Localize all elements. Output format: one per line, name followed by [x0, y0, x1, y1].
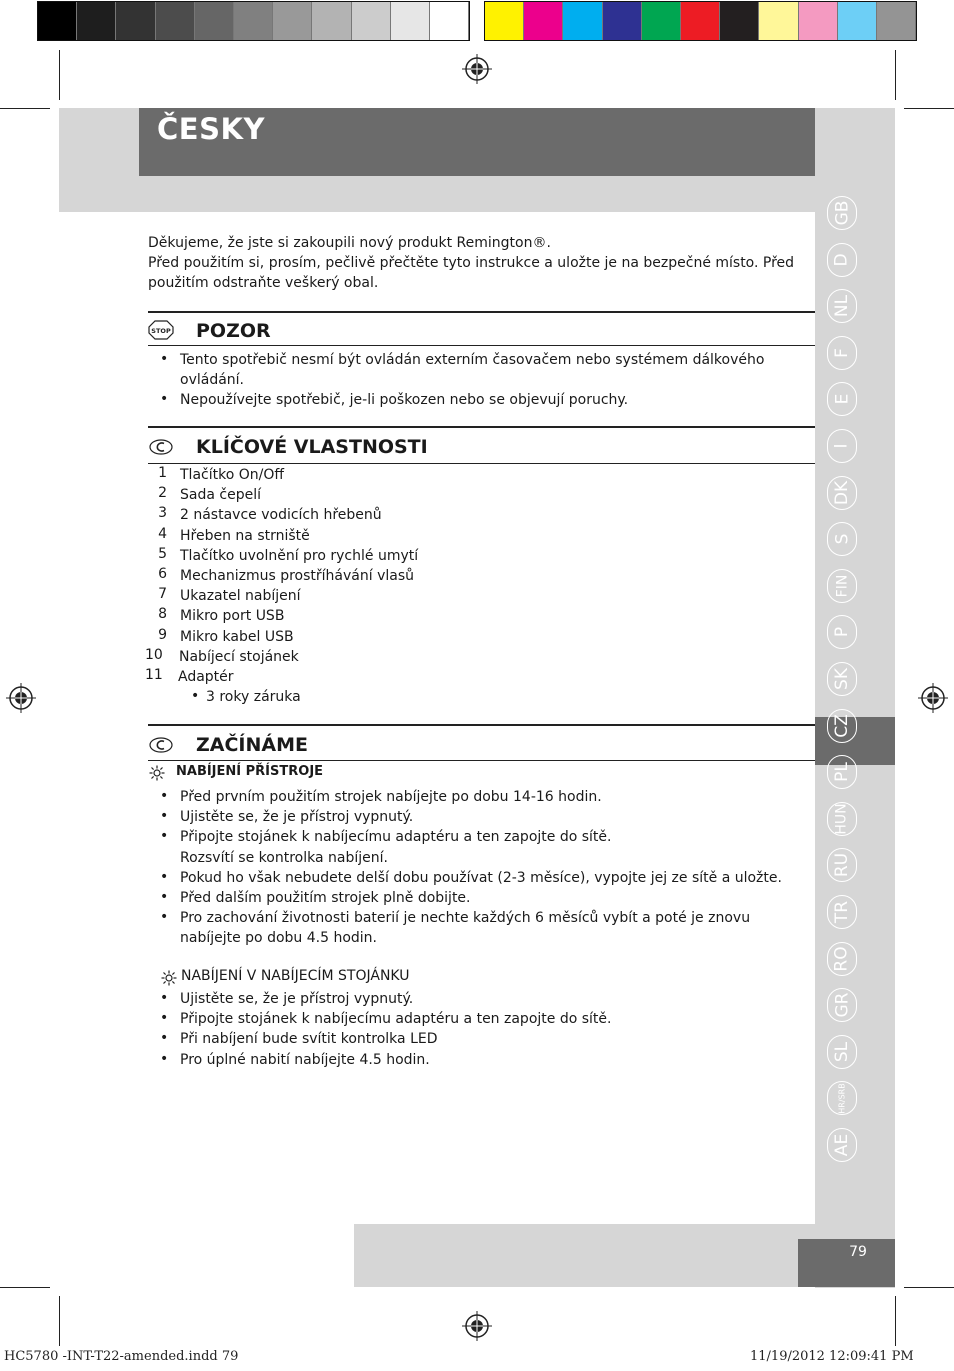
section-rule: [148, 463, 815, 464]
language-tab-label: HUN: [834, 803, 850, 835]
section-rule: [148, 724, 815, 726]
language-tab-tr[interactable]: [827, 895, 857, 929]
language-tab-cz[interactable]: [827, 709, 857, 743]
feature-item: Mikro kabel USB: [180, 628, 294, 645]
footer-file-info: HC5780 -INT-T22-amended.indd 79: [4, 1349, 239, 1364]
feature-item: Mechanizmus prostříhávání vlasů: [180, 568, 414, 584]
bullet: •: [160, 909, 169, 926]
feature-number: 9: [158, 626, 167, 643]
feature-item: 2 nástavce vodicích hřebenů: [180, 507, 382, 524]
language-tab-sk[interactable]: [827, 662, 857, 696]
feature-number: 1: [158, 465, 167, 481]
pozor-item: Nepoužívejte spotřebič, je-li poškozen nebo se objevují poruchy.: [180, 392, 629, 408]
registration-mark-icon: [462, 54, 492, 84]
bullet: •: [160, 788, 169, 804]
intro-line: Děkujeme, že jste si zakoupili nový produkt Remington®.: [148, 235, 551, 251]
crop-mark: [904, 1287, 954, 1288]
language-tab-label: AE: [832, 1133, 852, 1157]
color-swatch: [116, 2, 155, 40]
language-tab-label: SK: [831, 668, 852, 690]
stand-item: Připojte stojánek k nabíjecímu adaptéru a ten zapojte do sítě.: [180, 1011, 612, 1028]
color-swatch: [485, 2, 524, 40]
section-title-features: KLÍČOVÉ VLASTNOSTI: [196, 436, 428, 458]
language-tab-label: RU: [831, 853, 852, 878]
language-tab-nl[interactable]: [827, 289, 857, 323]
section-rule: [148, 345, 815, 346]
bullet: •: [160, 1010, 169, 1027]
feature-number: 8: [158, 606, 167, 623]
language-tab-label: GR: [832, 992, 852, 1018]
charging-item: nabíjejte po dobu 4.5 hodin.: [180, 930, 377, 947]
color-swatch: [720, 2, 759, 40]
language-tab-hr-srb[interactable]: [827, 1081, 857, 1115]
color-swatch: [273, 2, 312, 40]
crop-mark: [895, 50, 896, 100]
language-tab-label: I: [831, 443, 852, 449]
registration-mark-icon: [6, 683, 36, 713]
language-tab-label: D: [832, 253, 852, 267]
feature-number: 7: [158, 586, 167, 603]
svg-text:STOP: STOP: [151, 327, 171, 335]
section-c-icon: [148, 437, 174, 457]
pozor-item: ovládání.: [180, 372, 244, 388]
section-rule: [148, 760, 815, 761]
page-number-box: [798, 1239, 895, 1287]
language-tab-gb[interactable]: [827, 196, 857, 230]
charging-item: Připojte stojánek k nabíjecímu adaptéru a ten zapojte do sítě.: [180, 829, 612, 846]
bullet: •: [160, 808, 169, 825]
language-tab-p[interactable]: [827, 615, 857, 649]
language-tab-label: E: [832, 394, 852, 405]
feature-item: Ukazatel nabíjení: [180, 588, 301, 605]
bullet: •: [160, 868, 169, 885]
feature-item: Tlačítko uvolnění pro rychlé umytí: [180, 547, 419, 564]
language-tab-d[interactable]: [827, 243, 857, 277]
stop-icon: [148, 320, 174, 340]
section-rule: [148, 311, 815, 313]
color-swatch: [234, 2, 273, 40]
language-tab-ae[interactable]: [827, 1128, 857, 1162]
crop-mark: [59, 50, 60, 100]
color-swatch: [430, 2, 469, 40]
bullet: •: [160, 1030, 169, 1047]
feature-number: 3: [158, 505, 167, 522]
language-tab-label: HR/SRB: [837, 1083, 847, 1114]
registration-mark-icon: [462, 1311, 492, 1341]
intro-line: použitím odstraňte veškerý obal.: [148, 275, 379, 291]
color-swatch: [312, 2, 351, 40]
feature-item: Sada čepelí: [180, 487, 261, 504]
feature-number: 4: [158, 525, 167, 542]
language-tab-label: TR: [831, 900, 852, 924]
color-swatch: [838, 2, 877, 40]
charging-item: Pokud ho však nebudete delší dobu používat (2-3 měsíce), vypojte jej ze sítě a uložte.: [180, 869, 782, 886]
color-swatch: [681, 2, 720, 40]
stand-item: Ujistěte se, že je přístroj vypnutý.: [180, 991, 414, 1007]
language-sidebar: [815, 108, 895, 1288]
language-tab-e[interactable]: [827, 382, 857, 416]
bullet: •: [160, 1050, 169, 1067]
crop-mark: [0, 108, 50, 109]
feature-item: Mikro port USB: [180, 608, 285, 625]
color-swatch: [759, 2, 798, 40]
section-c-icon: [148, 735, 174, 755]
charging-item: Rozsvítí se kontrolka nabíjení.: [180, 849, 388, 866]
language-tab-ro[interactable]: [827, 942, 857, 976]
color-swatch: [352, 2, 391, 40]
color-swatch: [877, 2, 916, 40]
language-tab-pl[interactable]: [827, 755, 857, 789]
footer-timestamp: 11/19/2012 12:09:41 PM: [750, 1349, 914, 1364]
language-tab-label: GB: [832, 200, 852, 226]
pozor-item: Tento spotřebič nesmí být ovládán externím časovačem nebo systémem dálkového: [180, 352, 765, 368]
bullet: •: [160, 889, 169, 905]
stand-item: Při nabíjení bude svítit kontrolka LED: [180, 1031, 438, 1048]
language-tab-f[interactable]: [827, 336, 857, 370]
language-tab-fin[interactable]: [827, 569, 857, 603]
language-tab-dk[interactable]: [827, 476, 857, 510]
grayscale-color-bar: [37, 1, 470, 41]
color-swatch: [391, 2, 430, 40]
crop-mark: [904, 108, 954, 109]
language-tab-s[interactable]: [827, 522, 857, 556]
language-tab-label: SL: [831, 1041, 852, 1062]
charging-item: Před prvním použitím strojek nabíjejte po dobu 14-16 hodin.: [180, 789, 602, 805]
feature-number: 10: [145, 646, 163, 663]
charging-item: Ujistěte se, že je přístroj vypnutý.: [180, 809, 414, 826]
section-rule: [148, 426, 815, 428]
page-title: ČESKY: [157, 112, 265, 146]
language-tab-label: RO: [831, 945, 852, 972]
language-tab-hun[interactable]: [827, 802, 857, 836]
title-box: [139, 108, 815, 176]
page-number: 79: [849, 1244, 867, 1260]
language-tab-label: F: [832, 347, 852, 358]
subsection-title: NABÍJENÍ PŘÍSTROJE: [176, 764, 324, 779]
language-tab-label: FIN: [834, 574, 850, 598]
feature-item: Hřeben na strniště: [180, 527, 310, 544]
crop-mark: [0, 1287, 50, 1288]
warranty-text: 3 roky záruka: [206, 689, 301, 705]
bullet: •: [160, 391, 169, 407]
bullet: •: [160, 828, 169, 845]
feature-number: 6: [158, 566, 167, 582]
language-tab-label: DK: [832, 480, 852, 505]
color-swatch: [38, 2, 77, 40]
color-swatch: [524, 2, 563, 40]
color-swatch: [77, 2, 116, 40]
bullet: •: [191, 688, 200, 704]
sun-icon: [161, 970, 177, 986]
feature-item: Nabíjecí stojánek: [179, 648, 299, 665]
feature-item: Tlačítko On/Off: [180, 467, 284, 483]
language-tab-label: S: [831, 533, 852, 545]
charging-item: Před dalším použitím strojek plně dobijte.: [180, 890, 471, 906]
language-tab-label: NL: [831, 295, 852, 318]
language-tab-ru[interactable]: [827, 848, 857, 882]
feature-number: 5: [158, 545, 167, 562]
crop-mark: [895, 1296, 896, 1346]
language-tab-label: PL: [831, 762, 852, 783]
registration-mark-icon: [918, 683, 948, 713]
language-tab-sl[interactable]: [827, 1035, 857, 1069]
process-color-bar: [484, 1, 917, 41]
feature-item: Adaptér: [178, 669, 234, 685]
subsection-title: NABÍJENÍ V NABÍJECÍM STOJÁNKU: [181, 968, 410, 984]
color-swatch: [642, 2, 681, 40]
crop-mark: [59, 1296, 60, 1346]
language-tab-label: P: [831, 627, 852, 638]
feature-number: 11: [145, 667, 163, 683]
section-title-start: ZAČÍNÁME: [196, 734, 308, 756]
language-tab-gr[interactable]: [827, 988, 857, 1022]
section-title-pozor: POZOR: [196, 320, 271, 342]
language-tab-i[interactable]: [827, 429, 857, 463]
language-tab-label: CZ: [832, 713, 852, 738]
stand-item: Pro úplné nabití nabíjejte 4.5 hodin.: [180, 1051, 430, 1068]
feature-number: 2: [158, 485, 167, 502]
color-swatch: [195, 2, 234, 40]
bullet: •: [160, 351, 169, 367]
charging-item: Pro zachování životnosti baterií je nechte každých 6 měsíců vybít a poté je znovu: [180, 910, 751, 927]
intro-line: Před použitím si, prosím, pečlivě přečtěte tyto instrukce a uložte je na bezpečné místo. Před: [148, 255, 795, 271]
color-swatch: [603, 2, 642, 40]
color-swatch: [563, 2, 602, 40]
sun-icon: [149, 765, 165, 781]
bullet: •: [160, 990, 169, 1006]
color-swatch: [799, 2, 838, 40]
color-swatch: [156, 2, 195, 40]
